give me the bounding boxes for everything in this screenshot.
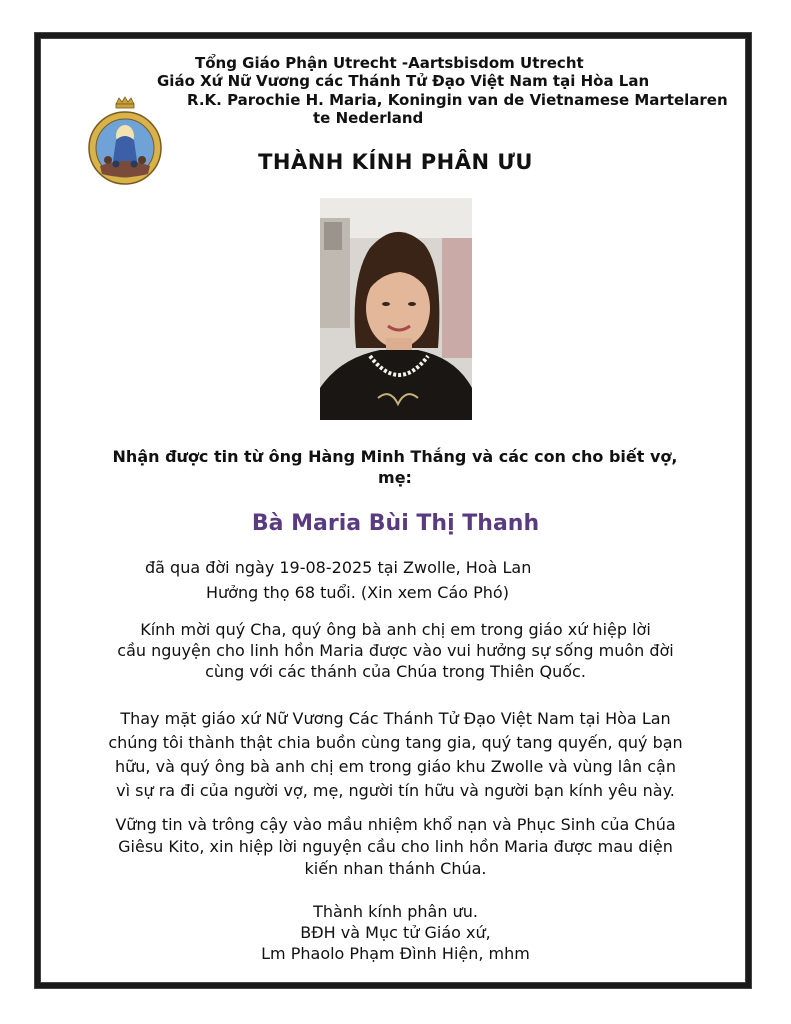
condolence-line: vì sự ra đi của người vợ, mẹ, người tín hữu và người bạn kính yêu này. (116, 781, 675, 800)
condolence-line: hữu, và quý ông bà anh chị em trong giáo khu Zwolle và vùng lân cận (115, 757, 676, 776)
invitation-line: cùng với các thánh của Chúa trong Thiên Quốc. (205, 662, 586, 681)
invitation-line: cầu nguyện cho linh hồn Maria được vào vui hưởng sự sống muôn đời (117, 641, 674, 660)
signature-line: Lm Phaolo Phạm Đình Hiện, mhm (261, 944, 530, 963)
condolence-line: Thay mặt giáo xứ Nữ Vương Các Thánh Tử Đạo Việt Nam tại Hòa Lan (120, 709, 671, 728)
header-parish-nl-cont: te Nederland (313, 109, 424, 127)
page-title: THÀNH KÍNH PHÂN ƯU (258, 150, 533, 174)
portrait-photo (320, 198, 472, 420)
signature-line: BĐH và Mục tử Giáo xứ, (300, 923, 491, 942)
age-line: Hưởng thọ 68 tuổi. (Xin xem Cáo Phó) (206, 583, 509, 602)
invitation-paragraph (0, 619, 791, 682)
condolence-paragraph (0, 707, 791, 803)
death-date-line: đã qua đời ngày 19-08-2025 tại Zwolle, Hoà Lan (145, 558, 532, 577)
header-parish-vn: Giáo Xứ Nữ Vương các Thánh Tử Đạo Việt Nam tại Hòa Lan (157, 72, 650, 90)
intro-line: mẹ: (378, 468, 412, 487)
header-parish-nl: R.K. Parochie H. Maria, Koningin van de Vietnamese Martelaren (187, 91, 728, 109)
prayer-line: kiến nhan thánh Chúa. (304, 859, 487, 878)
header-archdiocese: Tổng Giáo Phận Utrecht -Aartsbisdom Utrecht (195, 54, 584, 72)
deceased-name: Bà Maria Bùi Thị Thanh (251, 511, 540, 536)
announcement-intro (60, 446, 730, 488)
invitation-line: Kính mời quý Cha, quý ông bà anh chị em trong giáo xứ hiệp lời (140, 620, 651, 639)
prayer-line: Giêsu Kito, xin hiệp lời nguyện cầu cho linh hồn Maria được mau diện (118, 837, 673, 856)
prayer-paragraph (0, 814, 791, 880)
intro-line: Nhận được tin từ ông Hàng Minh Thắng và các con cho biết vợ, (112, 447, 678, 466)
signature-block (0, 901, 791, 964)
signature-line: Thành kính phân ưu. (313, 902, 478, 921)
condolence-line: chúng tôi thành thật chia buồn cùng tang gia, quý tang quyến, quý bạn (108, 733, 683, 752)
prayer-line: Vững tin và trông cậy vào mầu nhiệm khổ nạn và Phục Sinh của Chúa (115, 815, 676, 834)
